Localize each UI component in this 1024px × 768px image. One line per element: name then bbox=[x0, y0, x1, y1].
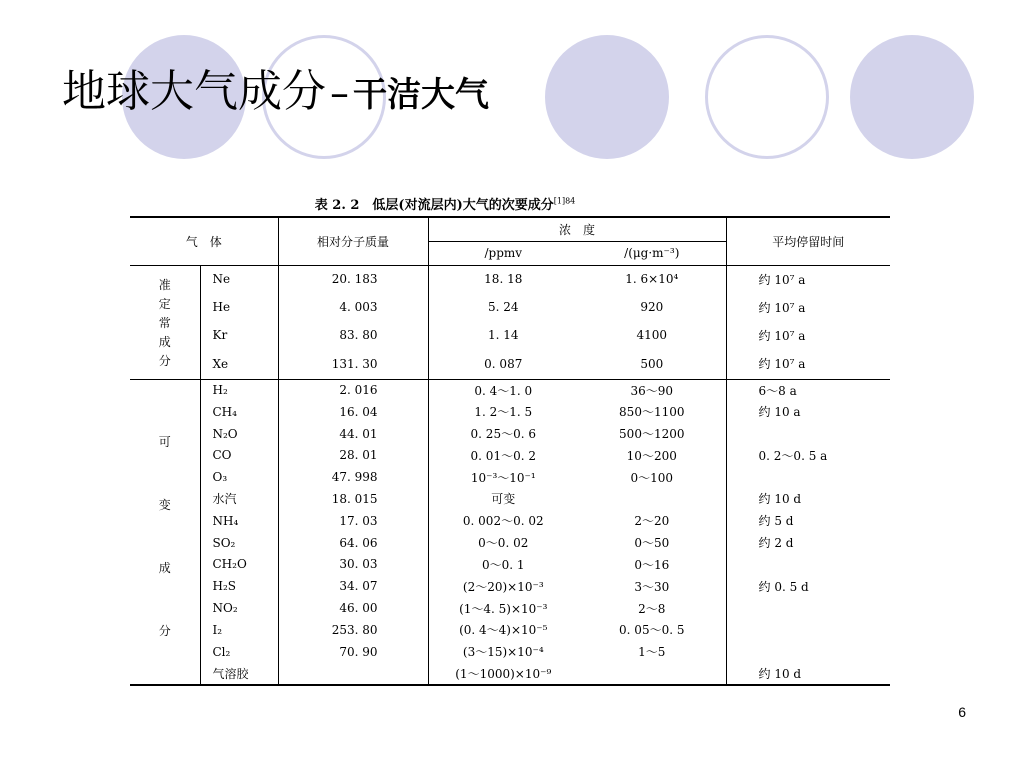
ppmv-cell: (2～20)×10⁻³ bbox=[462, 579, 544, 594]
ugm3-cell: 1～5 bbox=[578, 641, 726, 663]
minor-constituents-table bbox=[130, 216, 890, 686]
time-cell: 约 0. 5 d bbox=[758, 579, 809, 594]
time-cell: 约 10 a bbox=[758, 405, 801, 420]
title-dash: – bbox=[330, 71, 349, 115]
time-cell: 约 10⁷ a bbox=[758, 300, 806, 315]
gas-cell: H₂S bbox=[200, 575, 278, 597]
group2-char: 可 bbox=[158, 434, 171, 449]
ppmv-cell: 0. 01～0. 2 bbox=[470, 448, 536, 463]
ppmv-cell: 0. 087 bbox=[428, 349, 578, 379]
gas-cell: Cl₂ bbox=[200, 641, 278, 663]
time-cell: 6～8 a bbox=[758, 383, 797, 398]
header-gas: 气 体 bbox=[130, 217, 278, 265]
ugm3-cell bbox=[578, 488, 726, 510]
time-cell bbox=[726, 597, 890, 619]
mw-cell: 34. 07 bbox=[278, 575, 428, 597]
mw-cell: 253. 80 bbox=[278, 619, 428, 641]
header-ugm3: /(μg·m⁻³) bbox=[578, 241, 726, 265]
gas-cell: Ne bbox=[200, 265, 278, 293]
group2-char: 变 bbox=[158, 497, 171, 512]
gas-cell: NO₂ bbox=[200, 597, 278, 619]
gas-cell: He bbox=[200, 293, 278, 321]
time-cell: 约 10⁷ a bbox=[758, 328, 806, 343]
ppmv-cell: 1. 14 bbox=[487, 328, 519, 342]
header-ppmv: /ppmv bbox=[428, 241, 578, 265]
gas-cell: H₂ bbox=[200, 379, 278, 401]
time-cell: 约 10 d bbox=[726, 663, 890, 685]
table-row bbox=[130, 379, 890, 401]
mw-cell: 17. 03 bbox=[278, 510, 428, 532]
ugm3-cell: 36～90 bbox=[578, 379, 726, 401]
group1-char: 常 bbox=[158, 315, 171, 330]
time-cell: 约 10⁷ a bbox=[726, 349, 890, 379]
ugm3-cell: 4100 bbox=[578, 321, 726, 349]
gas-cell: O₃ bbox=[200, 466, 278, 488]
header-residence-time: 平均停留时间 bbox=[726, 217, 890, 265]
gas-cell: N₂O bbox=[200, 423, 278, 445]
title-subtitle: 干洁大气 bbox=[353, 75, 489, 115]
group-label-stable bbox=[130, 265, 200, 379]
slide-title bbox=[62, 66, 489, 117]
mw-cell: 47. 998 bbox=[278, 466, 428, 488]
page-number: 6 bbox=[958, 704, 966, 720]
time-cell bbox=[726, 466, 890, 488]
table-row bbox=[130, 641, 890, 663]
mw-cell: 28. 01 bbox=[278, 444, 428, 466]
ugm3-cell bbox=[578, 663, 726, 685]
table-caption bbox=[130, 194, 760, 213]
group2-char: 成 bbox=[158, 560, 171, 575]
table-row bbox=[130, 532, 890, 554]
time-cell bbox=[726, 641, 890, 663]
ppmv-cell: 0～0. 1 bbox=[481, 557, 525, 572]
ppmv-cell: (3～15)×10⁻⁴ bbox=[462, 645, 544, 660]
ugm3-cell: 500～1200 bbox=[578, 423, 726, 445]
mw-cell: 30. 03 bbox=[278, 554, 428, 576]
mw-cell: 70. 90 bbox=[278, 641, 428, 663]
time-cell bbox=[726, 619, 890, 641]
ppmv-cell: 18. 18 bbox=[484, 272, 523, 287]
mw-cell: 20. 183 bbox=[278, 265, 428, 293]
ppmv-cell: 1. 2～1. 5 bbox=[474, 405, 533, 420]
table-container bbox=[130, 216, 890, 686]
mw-cell: 83. 80 bbox=[278, 321, 428, 349]
ugm3-cell: 1. 6×10⁴ bbox=[578, 265, 726, 293]
table-row bbox=[130, 401, 890, 423]
ugm3-cell: 0～50 bbox=[578, 532, 726, 554]
group1-char: 准 bbox=[158, 277, 171, 292]
ugm3-cell: 3～30 bbox=[578, 575, 726, 597]
gas-cell: Xe bbox=[200, 349, 278, 379]
table-row bbox=[130, 444, 890, 466]
ugm3-cell: 920 bbox=[578, 293, 726, 321]
ppmv-cell: (1～1000)×10⁻⁹ bbox=[428, 663, 578, 685]
table-row bbox=[130, 554, 890, 576]
ugm3-cell: 2～20 bbox=[578, 510, 726, 532]
table-row bbox=[130, 265, 890, 293]
ugm3-cell: 10～200 bbox=[578, 444, 726, 466]
gas-cell: NH₄ bbox=[200, 510, 278, 532]
table-row bbox=[130, 619, 890, 641]
gas-cell: 气溶胶 bbox=[200, 663, 278, 685]
mw-cell: 131. 30 bbox=[278, 349, 428, 379]
mw-cell bbox=[278, 663, 428, 685]
title-main: 地球大气成分 bbox=[62, 66, 326, 117]
group1-char: 分 bbox=[158, 353, 171, 368]
table-row bbox=[130, 488, 890, 510]
ppmv-cell: 0. 25～0. 6 bbox=[470, 427, 536, 442]
header-molecular-weight: 相对分子质量 bbox=[278, 217, 428, 265]
ugm3-cell: 0～100 bbox=[578, 466, 726, 488]
ugm3-cell: 2～8 bbox=[578, 597, 726, 619]
gas-cell: CH₄ bbox=[200, 401, 278, 423]
time-cell: 约 10⁷ a bbox=[758, 272, 806, 287]
mw-cell: 2. 016 bbox=[278, 379, 428, 401]
mw-cell: 44. 01 bbox=[278, 423, 428, 445]
group2-char: 分 bbox=[158, 623, 171, 638]
table-caption-ref: [1]84 bbox=[553, 196, 576, 206]
ppmv-cell: (1～4. 5)×10⁻³ bbox=[459, 601, 548, 616]
ugm3-cell: 0. 05～0. 5 bbox=[578, 619, 726, 641]
group-label-variable bbox=[130, 379, 200, 685]
table-row bbox=[130, 510, 890, 532]
time-cell: 约 5 d bbox=[758, 514, 794, 529]
table-row bbox=[130, 293, 890, 321]
table-row bbox=[130, 349, 890, 379]
table-row bbox=[130, 575, 890, 597]
ppmv-cell: 0. 002～0. 02 bbox=[462, 514, 544, 529]
ugm3-cell: 500 bbox=[578, 349, 726, 379]
time-cell: 约 10 d bbox=[758, 492, 802, 507]
mw-cell: 16. 04 bbox=[278, 401, 428, 423]
gas-cell: Kr bbox=[200, 321, 278, 349]
gas-cell: CO bbox=[200, 444, 278, 466]
table-row bbox=[130, 663, 890, 685]
time-cell: 0. 2～0. 5 a bbox=[758, 448, 828, 463]
ppmv-cell: 5. 24 bbox=[487, 300, 519, 314]
group1-char: 定 bbox=[158, 296, 171, 311]
time-cell bbox=[726, 423, 890, 445]
ppmv-cell: 0. 4～1. 0 bbox=[474, 383, 533, 398]
gas-cell: I₂ bbox=[200, 619, 278, 641]
table-row bbox=[130, 423, 890, 445]
ugm3-cell: 0～16 bbox=[578, 554, 726, 576]
table-row bbox=[130, 321, 890, 349]
ppmv-cell: 0～0. 02 bbox=[478, 536, 529, 551]
gas-cell: 水汽 bbox=[200, 488, 278, 510]
group1-char: 成 bbox=[158, 334, 171, 349]
decor-circle-4 bbox=[705, 35, 829, 159]
ppmv-cell: 10⁻³～10⁻¹ bbox=[470, 470, 536, 485]
table-caption-text: 表 2. 2 低层(对流层内)大气的次要成分 bbox=[314, 198, 554, 213]
ugm3-cell: 850～1100 bbox=[578, 401, 726, 423]
gas-cell: CH₂O bbox=[200, 554, 278, 576]
mw-cell: 46. 00 bbox=[278, 597, 428, 619]
decor-circle-3 bbox=[545, 35, 669, 159]
table-row bbox=[130, 466, 890, 488]
gas-cell: SO₂ bbox=[200, 532, 278, 554]
ppmv-cell: (0. 4～4)×10⁻⁵ bbox=[459, 623, 548, 638]
ppmv-cell: 可变 bbox=[491, 492, 516, 507]
header-concentration: 浓 度 bbox=[428, 217, 726, 241]
time-cell: 约 2 d bbox=[758, 536, 794, 551]
decor-circle-5 bbox=[850, 35, 974, 159]
mw-cell: 4. 003 bbox=[278, 293, 428, 321]
table-row bbox=[130, 597, 890, 619]
mw-cell: 18. 015 bbox=[278, 488, 428, 510]
mw-cell: 64. 06 bbox=[278, 532, 428, 554]
time-cell bbox=[726, 554, 890, 576]
